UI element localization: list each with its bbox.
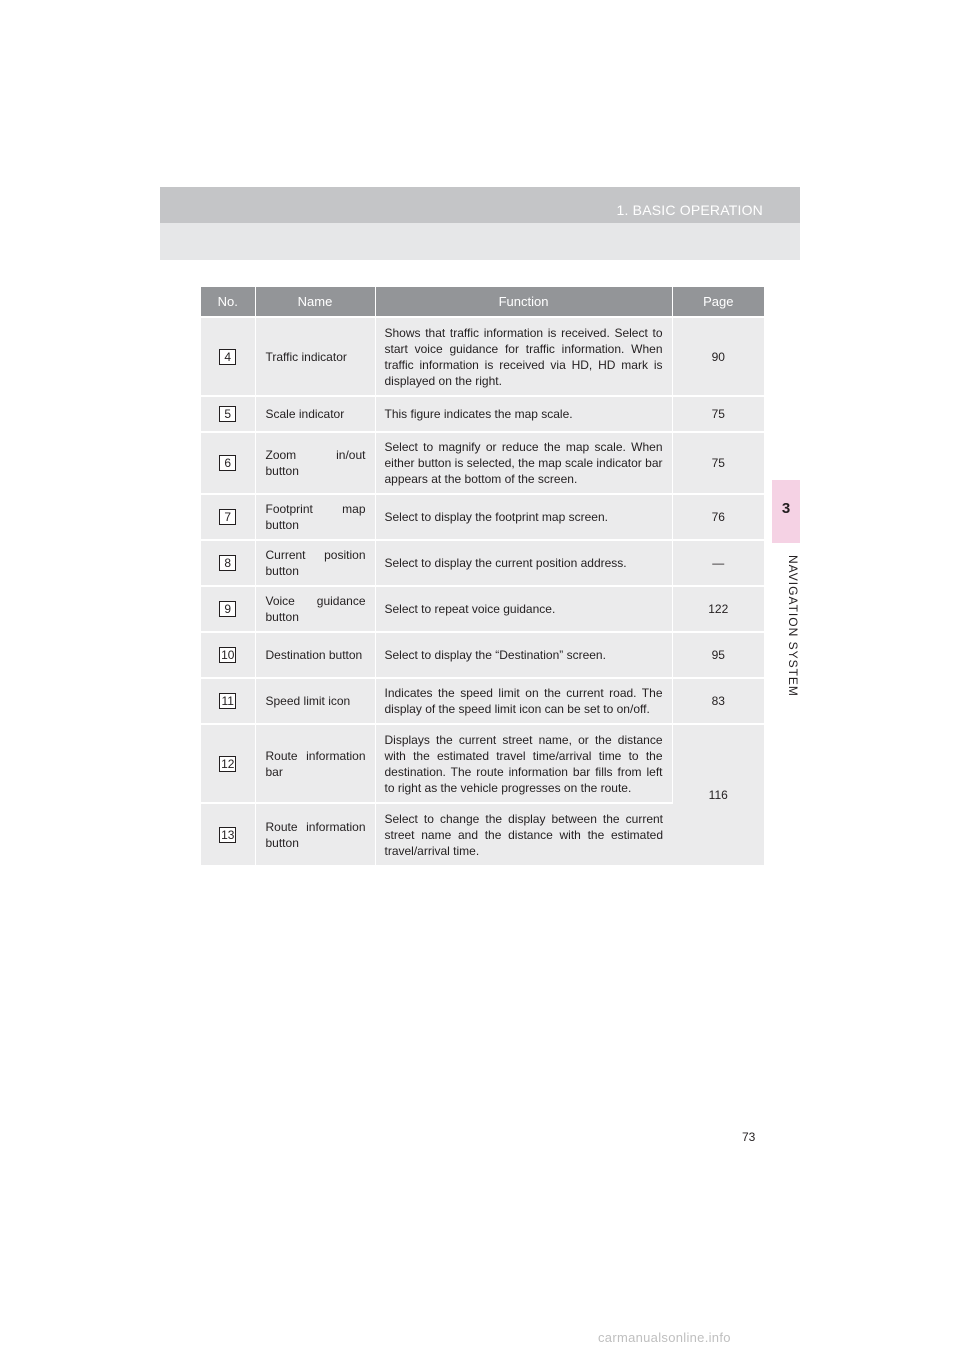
item-page: 83: [672, 678, 764, 724]
header-page: Page: [672, 287, 764, 317]
item-number-box: 12: [221, 756, 235, 771]
page-number: 73: [742, 1130, 756, 1144]
table-row: [201, 540, 764, 586]
item-page: —: [672, 540, 764, 586]
item-function: Select to display the current position address.: [375, 540, 672, 586]
item-number-box: 7: [219, 509, 236, 525]
item-function: Select to repeat voice guidance.: [375, 586, 672, 632]
table-row: [201, 586, 764, 632]
header-name: Name: [255, 287, 375, 317]
item-page: 95: [672, 632, 764, 678]
header-function: Function: [375, 287, 672, 317]
section-header-sub-band: [160, 223, 800, 260]
table-row: [201, 494, 764, 540]
table-row: [201, 317, 764, 396]
table-row: [201, 724, 764, 803]
item-function: Shows that traffic information is received. Select to start voice guidance for traffic information. When traffic information is received via HD, HD mark is displayed on the right.: [375, 317, 672, 396]
item-name: Zoom in/out button: [255, 432, 375, 494]
item-name: Scale indicator: [255, 396, 375, 432]
item-name: Current position button: [255, 540, 375, 586]
table-header-row: [201, 287, 764, 317]
item-function: Select to change the display between the current street name and the distance with the estimated travel/arrival time.: [375, 803, 672, 865]
item-name: Destination button: [255, 632, 375, 678]
item-number-box: 6: [219, 455, 236, 471]
item-function: This figure indicates the map scale.: [375, 396, 672, 432]
function-table: [201, 287, 764, 865]
item-name: Traffic indicator: [255, 317, 375, 396]
item-page: 116: [672, 724, 764, 865]
item-number-box: 10: [221, 648, 235, 662]
item-number-box: 8: [219, 555, 236, 571]
item-function: Select to magnify or reduce the map scale. When either button is selected, the map scale indicator bar appears at the bottom of the screen.: [375, 432, 672, 494]
item-page: 76: [672, 494, 764, 540]
item-number-box: 9: [219, 601, 236, 617]
table-row: [201, 678, 764, 724]
item-name: Voice guidance button: [255, 586, 375, 632]
item-number-box: 13: [221, 827, 235, 842]
item-name: Route information button: [255, 803, 375, 865]
item-name: Footprint map button: [255, 494, 375, 540]
chapter-number: 3: [781, 500, 791, 517]
section-header-bar: [160, 187, 800, 223]
table-row: [201, 432, 764, 494]
item-function: Select to display the footprint map screen.: [375, 494, 672, 540]
item-function: Displays the current street name, or the distance with the estimated travel time/arrival time to the destination. The route information bar fills from left to right as the vehicle progresses on the route.: [375, 724, 672, 803]
section-title: 1. BASIC OPERATION: [616, 202, 763, 218]
item-function: Select to display the “Destination” screen.: [375, 632, 672, 678]
item-name: Route information bar: [255, 724, 375, 803]
item-page: 122: [672, 586, 764, 632]
item-number-box: 5: [219, 406, 236, 422]
item-page: 75: [672, 432, 764, 494]
table-row: [201, 396, 764, 432]
item-name: Speed limit icon: [255, 678, 375, 724]
chapter-label: NAVIGATION SYSTEM: [786, 555, 800, 697]
item-function: Indicates the speed limit on the current road. The display of the speed limit icon can be set to on/off.: [375, 678, 672, 724]
item-number-box: 4: [219, 349, 236, 365]
table-row: [201, 632, 764, 678]
item-number-box: 11: [219, 693, 236, 709]
watermark: carmanualsonline.info: [598, 1330, 731, 1345]
item-page: 75: [672, 396, 764, 432]
header-no: No.: [201, 287, 255, 317]
item-page: 90: [672, 317, 764, 396]
